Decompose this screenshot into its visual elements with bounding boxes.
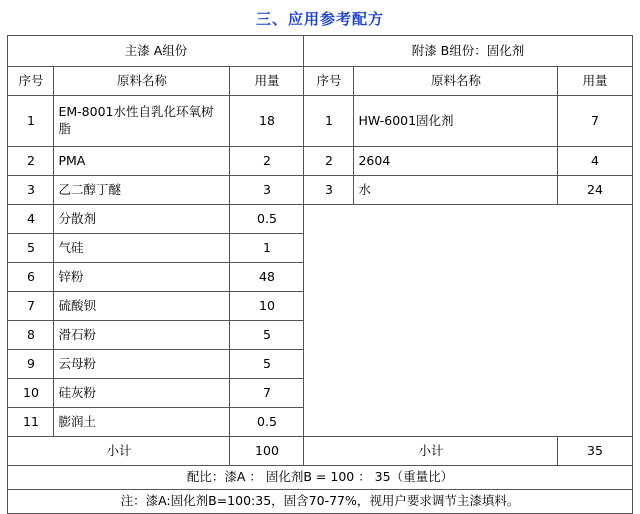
main-row-material: EM-8001水性自乳化环氧树脂 <box>54 96 230 147</box>
col-header-material-sub: 原料名称 <box>354 67 558 96</box>
main-row-amount: 0.5 <box>230 205 304 234</box>
ratio-row <box>8 466 632 490</box>
main-row-no: 7 <box>8 292 54 321</box>
note-text: 注：漆A:固化剂B=100:35，固含70-77%，视用户要求调节主漆填料。 <box>8 489 632 513</box>
main-row-amount: 18 <box>230 96 304 147</box>
main-row-material: 硅灰粉 <box>54 379 230 408</box>
col-header-amount-main: 用量 <box>230 67 304 96</box>
main-row-amount: 5 <box>230 321 304 350</box>
sub-row-material: HW-6001固化剂 <box>354 96 558 147</box>
sub-row-amount: 24 <box>558 176 632 205</box>
empty-area <box>304 205 632 437</box>
sub-row-material: 水 <box>354 176 558 205</box>
main-row-no: 9 <box>8 350 54 379</box>
table-row <box>8 205 632 234</box>
col-header-no-sub: 序号 <box>304 67 354 96</box>
main-row-material: 硫酸钡 <box>54 292 230 321</box>
col-header-no-main: 序号 <box>8 67 54 96</box>
main-row-amount: 0.5 <box>230 408 304 437</box>
main-row-material: 分散剂 <box>54 205 230 234</box>
col-header-amount-sub: 用量 <box>558 67 632 96</box>
main-row-no: 10 <box>8 379 54 408</box>
main-row-material: 云母粉 <box>54 350 230 379</box>
main-subtotal-label: 小计 <box>8 437 230 466</box>
sub-row-amount: 4 <box>558 147 632 176</box>
main-row-no: 8 <box>8 321 54 350</box>
main-row-no: 11 <box>8 408 54 437</box>
main-row-material: 乙二醇丁醚 <box>54 176 230 205</box>
table-row <box>8 96 632 147</box>
table-row <box>8 176 632 205</box>
main-row-amount: 1 <box>230 234 304 263</box>
col-header-material-main: 原料名称 <box>54 67 230 96</box>
main-row-amount: 10 <box>230 292 304 321</box>
main-row-amount: 48 <box>230 263 304 292</box>
main-row-no: 6 <box>8 263 54 292</box>
main-row-no: 4 <box>8 205 54 234</box>
sub-subtotal-value: 35 <box>558 437 632 466</box>
main-row-amount: 5 <box>230 350 304 379</box>
main-row-no: 3 <box>8 176 54 205</box>
sub-subtotal-label: 小计 <box>304 437 558 466</box>
subtotal-row <box>8 437 632 466</box>
main-row-no: 1 <box>8 96 54 147</box>
main-row-amount: 2 <box>230 147 304 176</box>
table-row <box>8 147 632 176</box>
header-sub-group: 附漆 B组份：固化剂 <box>304 36 632 67</box>
note-row <box>8 489 632 513</box>
ratio-text: 配比：漆A ： 固化剂B = 100 ： 35（重量比） <box>8 466 632 490</box>
sub-row-amount: 7 <box>558 96 632 147</box>
page-title: 三、应用参考配方 <box>255 10 384 28</box>
sub-row-material: 2604 <box>354 147 558 176</box>
main-row-material: 气硅 <box>54 234 230 263</box>
main-subtotal-value: 100 <box>230 437 304 466</box>
main-row-material: PMA <box>54 147 230 176</box>
table-group-header-row <box>8 36 632 67</box>
sub-row-no: 3 <box>304 176 354 205</box>
main-row-material: 滑石粉 <box>54 321 230 350</box>
main-row-no: 5 <box>8 234 54 263</box>
header-main-group: 主漆 A组份 <box>8 36 304 67</box>
main-row-material: 锌粉 <box>54 263 230 292</box>
main-row-no: 2 <box>8 147 54 176</box>
sub-row-no: 1 <box>304 96 354 147</box>
main-row-amount: 3 <box>230 176 304 205</box>
main-row-material: 膨润土 <box>54 408 230 437</box>
formula-table <box>7 35 632 514</box>
table-column-header-row <box>8 67 632 96</box>
sub-row-no: 2 <box>304 147 354 176</box>
main-row-amount: 7 <box>230 379 304 408</box>
